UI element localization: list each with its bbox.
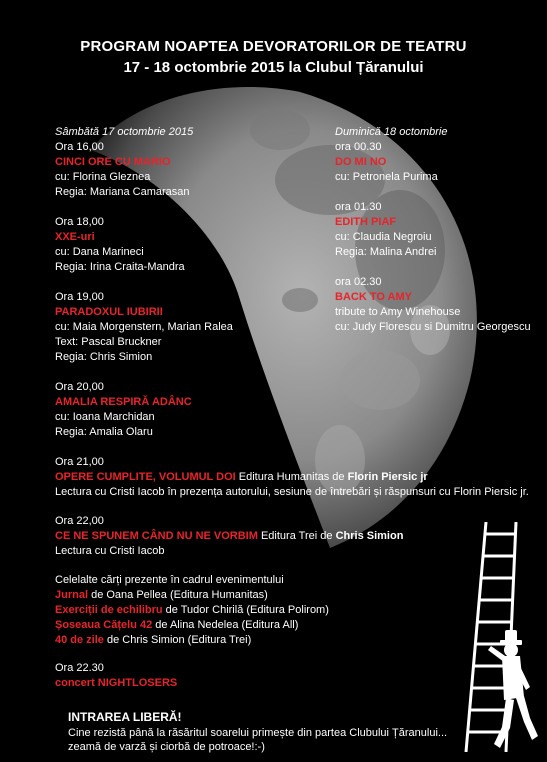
book-note: Lectura cu Cristi Iacob <box>55 545 165 557</box>
book-title: CE NE SPUNEM CÂND NU NE VORBIM <box>55 530 258 542</box>
book-title: OPERE CUMPLITE, VOLUMUL DOI <box>55 471 236 483</box>
event-block <box>335 275 531 335</box>
event-line: cu: Judy Florescu si Dumitru Georgescu <box>335 321 531 333</box>
book-line <box>55 470 428 485</box>
poster-subtitle: 17 - 18 octombrie 2015 la Clubul Țăranului <box>123 59 424 76</box>
free-entry-block <box>68 710 447 754</box>
event-block <box>55 380 233 440</box>
book-note: Lectura cu Cristi Iacob în prezența autorului, sesiune de întrebări și răspunsuri cu Florin Piersic jr. <box>55 486 529 498</box>
event-line: cu: Petronela Purima <box>335 171 438 183</box>
book-details: de Oana Pellea (Editura Humanitas) <box>91 589 268 601</box>
book-author: Chris Simion <box>335 530 404 542</box>
event-block <box>55 215 233 275</box>
event-time: ora 02.30 <box>335 276 382 288</box>
book-title: Exerciții de echilibru <box>55 604 163 616</box>
book-title: Jurnal <box>55 589 89 601</box>
others-intro: Celelalte cărți prezente în cadrul evenimentului <box>55 574 284 586</box>
event-line: cu: Florina Gleznea <box>55 171 151 183</box>
event-title: XXE-uri <box>55 231 95 243</box>
book-publisher: Editura Humanitas de <box>238 471 345 483</box>
event-line: Regia: Irina Craita-Mandra <box>55 261 185 273</box>
event-title: BACK TO AMY <box>335 291 412 303</box>
list-item <box>55 618 298 633</box>
event-block <box>55 290 233 365</box>
event-block <box>335 200 531 260</box>
saturday-column <box>55 125 233 440</box>
event-time: Ora 19,00 <box>55 291 104 303</box>
saturday-date: Sâmbătă 17 octombrie 2015 <box>55 126 194 138</box>
list-item <box>55 633 251 648</box>
event-block <box>335 140 531 185</box>
event-title: PARADOXUL IUBIRII <box>55 306 163 318</box>
free-entry-line: zeamă de varză și ciorbă de potroace!:-) <box>68 741 265 753</box>
event-line: cu: Claudia Negroiu <box>335 231 432 243</box>
event-line: Regia: Mariana Camarasan <box>55 186 190 198</box>
event-title: DO MI NO <box>335 156 387 168</box>
event-line: Regia: Amalia Olaru <box>55 426 153 438</box>
event-line: Regia: Malina Andrei <box>335 246 437 258</box>
event-time: ora 00.30 <box>335 141 382 153</box>
event-block <box>55 140 233 200</box>
book-details: de Tudor Chirilă (Editura Polirom) <box>165 604 329 616</box>
book-author: Florin Piersic jr <box>347 471 428 483</box>
event-line: cu: Ioana Marchidan <box>55 411 155 423</box>
book-time: Ora 22,00 <box>55 515 104 527</box>
event-line: cu: Dana Marineci <box>55 246 144 258</box>
sunday-column <box>335 125 531 335</box>
book-details: de Chris Simion (Editura Trei) <box>106 634 252 646</box>
event-line: Text: Pascal Bruckner <box>55 336 162 348</box>
event-time: Ora 20,00 <box>55 381 104 393</box>
event-title: AMALIA RESPIRĂ ADÂNC <box>55 396 192 408</box>
free-entry-line: Cine rezistă până la răsăritul soarelui primește din partea Clubului Țăranului... <box>68 727 448 739</box>
event-line: tribute to Amy Winehouse <box>335 306 461 318</box>
book-line <box>55 529 403 544</box>
poster-header <box>0 38 547 76</box>
book-publisher: Editura Trei de <box>260 530 333 542</box>
event-title: EDITH PIAF <box>335 216 397 228</box>
ladder-climber-illustration <box>458 522 542 752</box>
event-title: CINCI ORE CU MARIO <box>55 156 171 168</box>
list-item <box>55 588 268 603</box>
list-item <box>55 603 329 618</box>
event-line: cu: Maia Morgenstern, Marian Ralea <box>55 321 233 333</box>
book-title: 40 de zile <box>55 634 104 646</box>
book-title: Șoseaua Cățelu 42 <box>55 619 153 631</box>
concert-title: concert NIGHTLOSERS <box>55 677 178 689</box>
event-time: ora 01.30 <box>335 201 382 213</box>
event-line: Regia: Chris Simion <box>55 351 153 363</box>
event-time: Ora 18,00 <box>55 216 104 228</box>
free-entry-title: INTRAREA LIBERĂ! <box>68 710 182 724</box>
concert-time: Ora 22.30 <box>55 662 104 674</box>
book-details: de Alina Nedelea (Editura All) <box>155 619 299 631</box>
book-time: Ora 21,00 <box>55 456 104 468</box>
poster-title: PROGRAM NOAPTEA DEVORATORILOR DE TEATRU <box>80 38 467 55</box>
event-time: Ora 16,00 <box>55 141 104 153</box>
sunday-date: Duminică 18 octombrie <box>335 126 448 138</box>
